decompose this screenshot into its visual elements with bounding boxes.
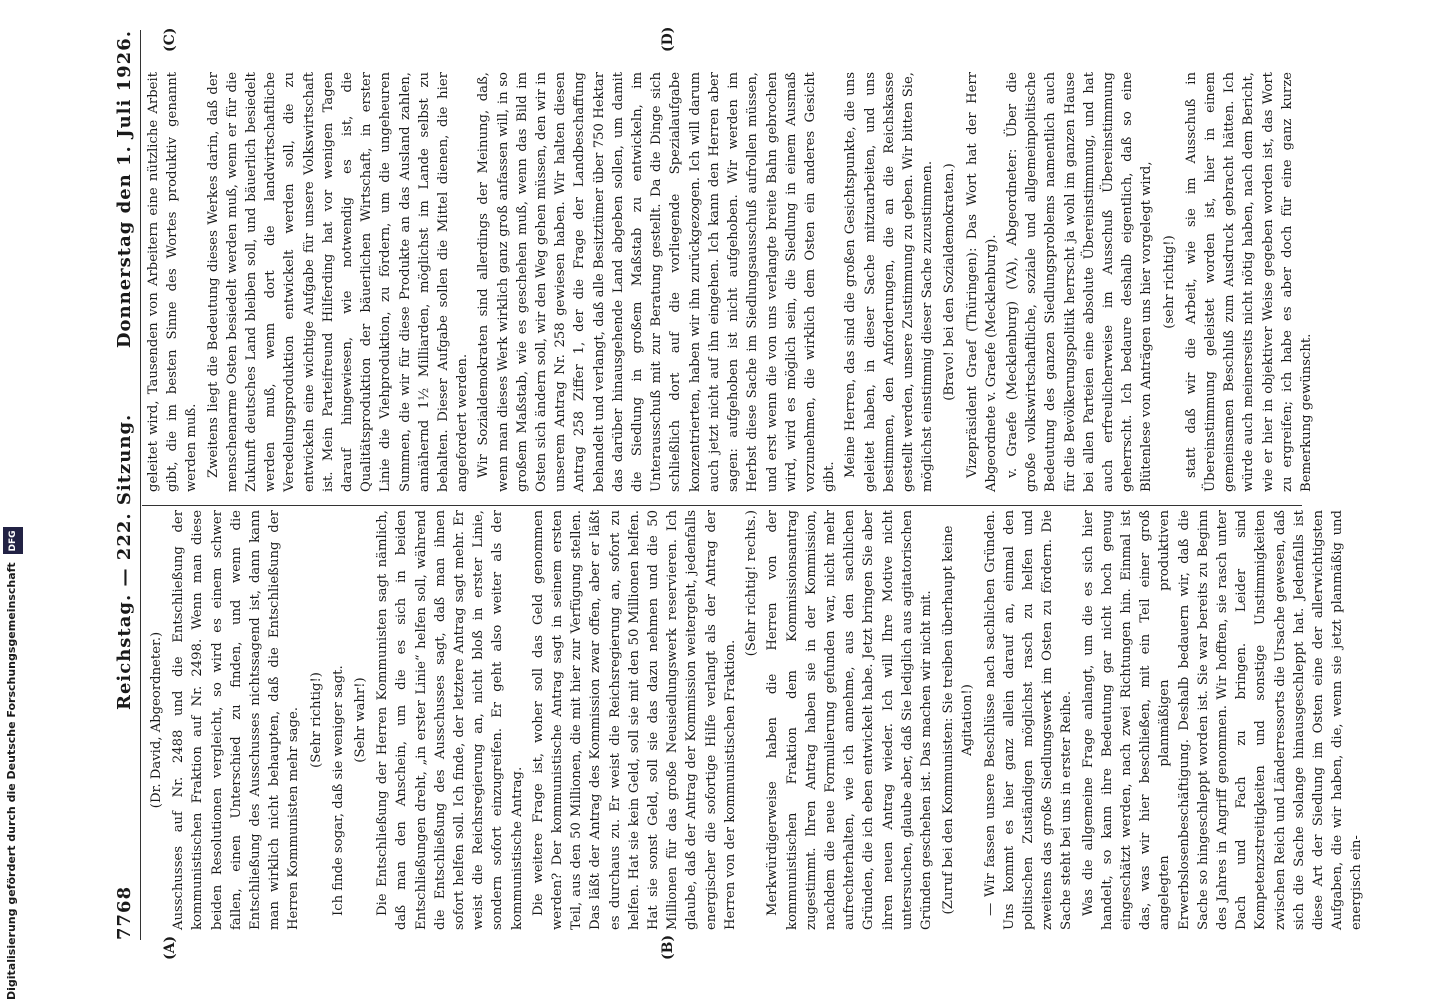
rotated-page [100,0,1365,1000]
paragraph: Wir Sozialdemokraten sind allerdings der Meinung, daß, wenn man dieses Werk wirklich ganz groß anfassen will, in so großem Maßstab, wie es geschehen muß, wenn das Bild im Osten sich ändern soll, wir den Weg gehen müssen, den wir in unserem Antrag Nr. 258 gewiesen haben. Wir halten diesen Antrag 258 Ziffer 1, der die Frage der Landbeschaffung behandelt und verlangt, daß alle Besitztümer über 750 Hektar das darüber hinausgehende Land abgeben sollen, um damit die Siedlung in großem Maßstab zu entwickeln, im Unterausschuß mit zur Beratung gestellt. Da die Dinge sich schließlich dort auf die vorliegende Spezialaufgabe konzentrierten, haben wir ihn zurückgezogen. Ich will darum auch jetzt nicht auf ihn eingehen. Ich kann den Herren aber sagen: aufgehoben ist nicht aufgehoben. Wir werden im Herbst diese Sache im Siedlungsausschuß aufrollen müssen, und erst wenn die von uns verlangte breite Bahn gebrochen wird, wird es möglich sein, die Siedlung in einem Ausmaß vorzunehmen, die wirklich dem Osten ein anderes Gesicht gibt. [476,72,838,492]
interjection: (Bravo! bei den Sozialdemokraten.) [942,163,958,401]
paragraph: — Wir fassen unsere Beschlüsse nach sachlichen Gründen. Uns kommt es hier ganz allein darauf an, einmal den politischen Zuständigen möglichst rasch zu helfen und zweitens das große Siedlungswerk im Osten zu fördern. Die Sache steht bei uns in erster Reihe. [982,510,1075,930]
interjection: (sehr richtig!) [1161,235,1177,329]
funding-footer [2,0,22,1000]
right-column [144,72,1324,492]
margin-marker-a: (A) [162,935,178,960]
interjection: (Zuruf bei den Kommunisten: Sie treiben überhaupt keine Agitation!) [941,525,976,915]
interjection: (Sehr richtig!) [308,672,324,768]
paragraph: Merkwürdigerweise haben die Herren von der kommunistischen Fraktion dem Kommissionsantrag zugestimmt. Ihren Antrag haben sie in der Kommission, nachdem die neue Formulierung gefunden war, nicht mehr aufrechterhalten, wie ich annehme, aus den sachlichen Gründen, die ich eben entwickelt habe. Jetzt bringen Sie aber ihren neuen Antrag wieder. Ich will Ihre Motive nicht untersuchen, glaube aber, daß Sie lediglich aus agitatorischen Gründen geschehen ist. Das machen wir nicht mit. [765,510,934,930]
paragraph: geleitet wird, Tausenden von Arbeitern eine nützliche Arbeit gibt, die im besten Sinne des Wortes produktiv genannt werden muß. [146,72,200,492]
margin-marker-b: (B) [660,934,676,960]
paragraph: Zweitens liegt die Bedeutung dieses Werkes darin, daß der menschenarme Osten besiedelt werden muß, wenn er für die Zukunft deutsches Land bleiben soll, und bäuerlich besiedelt werden muß, wenn dort die landwirtschaftliche Veredelungsproduktion entwickelt werden soll, die zu entwickeln eine wichtige Aufgabe für unsere Volkswirtschaft ist. Mein Parteifreund Hilferding hat vor wenigen Tagen darauf hingewiesen, wie notwendig es ist, die Qualitätsproduktion der bäuerlichen Wirtschaft, in erster Linie die Viehproduktion, zu fördern, um die ungeheuren Summen, die wir für diese Produkte an das Ausland zahlen, annähernd 1½ Milliarden, möglichst im Lande selbst zu behalten. Dieser Aufgabe sollen die Mittel dienen, die hier angefordert werden. [205,72,471,492]
column-divider [142,505,1302,506]
paragraph: Die weitere Frage ist, woher soll das Geld genommen werden? Der kommunistische Antrag sagt in seinem ersten Teil, aus den 50 Millionen, die mit hier zur Verfügung stellen. Das läßt der Antrag des Kommission zwar offen, aber er läßt es durchaus zu. Er weist die Reichsregierung an, sofort zu helfen. Hat sie kein Geld, soll sie mit den 50 Millionen helfen. Hat sie sonst Geld, soll sie das dazu nehmen und die 50 Millionen für das große Neusiedlungswerk reservieren. Ich glaube, daß der Antrag der Kommission weitergeht, jedenfalls energischer die sofortige Hilfe verlangt als der Antrag der Herren von der kommunistischen Fraktion. [530,510,738,930]
paragraph: v. Graefe (Mecklenburg) (VA), Abgeordneter: Über die große volkswirtschaftliche, soziale und allgemeinpolitische Bedeutung des ganzen Siedlungsproblems namentlich auch für die Bevölkerungspolitik herrscht ja wohl im ganzen Hause bei allen Parteien eine absolute Übereinstimmung, und hat auch erfreulicherweise im Ausschuß Übereinstimmung geherrscht. Ich bedaure deshalb eigentlich, daß so eine Blütenlese von Anträgen uns hier vorgelegt wird, [1004,72,1155,492]
speaker-label: (Dr. David, Abgeordneter.) [149,631,164,809]
paragraph: Die Entschließung der Herren Kommunisten sagt nämlich, daß man den Anschein, um die es sich in beiden Entschließungen dreht, „in erster Linie“ helfen soll, während die Entschließung des Ausschusses sagt, daß man ihnen sofort helfen soll. Ich finde, der letztere Antrag sagt mehr. Er weist die Reichsregierung an, nicht bloß in erster Linie, sondern sofort einzugreifen. Er geht also weiter als der kommunistische Antrag. [375,510,525,930]
header-title: Reichstag. — 222. Sitzung. [114,413,135,710]
header-date: Donnerstag den 1. Juli 1926. [114,30,135,349]
header-rule [140,30,141,940]
page-number: 7768 [114,885,135,940]
paragraph: statt daß wir die Arbeit, wie sie im Ausschuß in Übereinstimmung geleistet worden ist, hier in einem gemeinsamen Beschluß zum Ausdruck gebracht hätten. Ich würde auch meinerseits nicht nötig haben, nach dem Bericht, wie er hier in objektiver Weise gegeben worden ist, das Wort zu ergreifen; ich habe es aber doch für eine ganz kurze Bemerkung gewünscht. [1183,72,1314,492]
left-column [144,510,1365,930]
paragraph: Meine Herren, das sind die großen Gesichtspunkte, die uns geleitet haben, in dieser Sache mitzuarbeiten, und uns bestimmen, den Anforderungen, die an die Reichskasse gestellt werden, unsere Zustimmung zu geben. Wir bitten Sie, möglichst einstimmig dieser Sache zuzustimmen. [843,72,936,492]
margin-marker-d: (D) [660,26,676,52]
paragraph: Ich finde sogar, daß sie weniger sagt. [330,665,346,916]
interjection: (Sehr richtig! rechts.) [744,510,760,657]
paragraph: Ausschusses auf Nr. 2488 und die Entschließung der kommunistischen Fraktion auf Nr. 2498. Wenn man diese beiden Resolutionen vergleicht, so wird es einem schwer fallen, einen Unterschied zu finden, und wenn die Entschließung des Ausschusses nichtssagend ist, dann kann man wirklich nicht behaupten, daß die Entschließung der Herren Kommunisten mehr sage. [171,510,302,930]
paragraph: Was die allgemeine Frage anlangt, um die es sich hier handelt, so kann ihre Bedeutung gar nicht hoch genug eingeschätzt werden, nach zwei Richtungen hin. Einmal ist das, was wir hier beschließen, mit ein Teil einer groß angelegten planmäßigen produktiven Erwerbslosenbeschäftigung. Deshalb bedauern wir, daß die Sache so hingeschleppt worden ist. Sie war bereits zu Beginn des Jahres in Angriff genommen. Wir hofften, sie rasch unter Dach und Fach zu bringen. Leider sind Kompetenzstreitigkeiten und sonstige Unstimmigkeiten zwischen Reich und Länderressorts die Ursache gewesen, daß sich die Sache solange hinausgeschleppt hat. Jedenfalls ist diese Art der Siedlung im Osten eine der allerwichtigsten Aufgaben, die wir haben, die, wenn sie jetzt planmäßig und energisch ein- [1080,510,1365,930]
funding-notice: Digitalisierung gefördert durch die Deutsche Forschungsgemeinschaft [5,562,18,1000]
paragraph: Vizepräsident Graef (Thüringen): Das Wort hat der Herr Abgeordnete v. Graefe (Mecklenburg). [964,72,999,492]
dfg-logo: DFG [3,527,23,554]
margin-marker-c: (C) [162,27,178,52]
page-header [114,30,138,940]
interjection: (Sehr wahr!) [353,677,369,763]
